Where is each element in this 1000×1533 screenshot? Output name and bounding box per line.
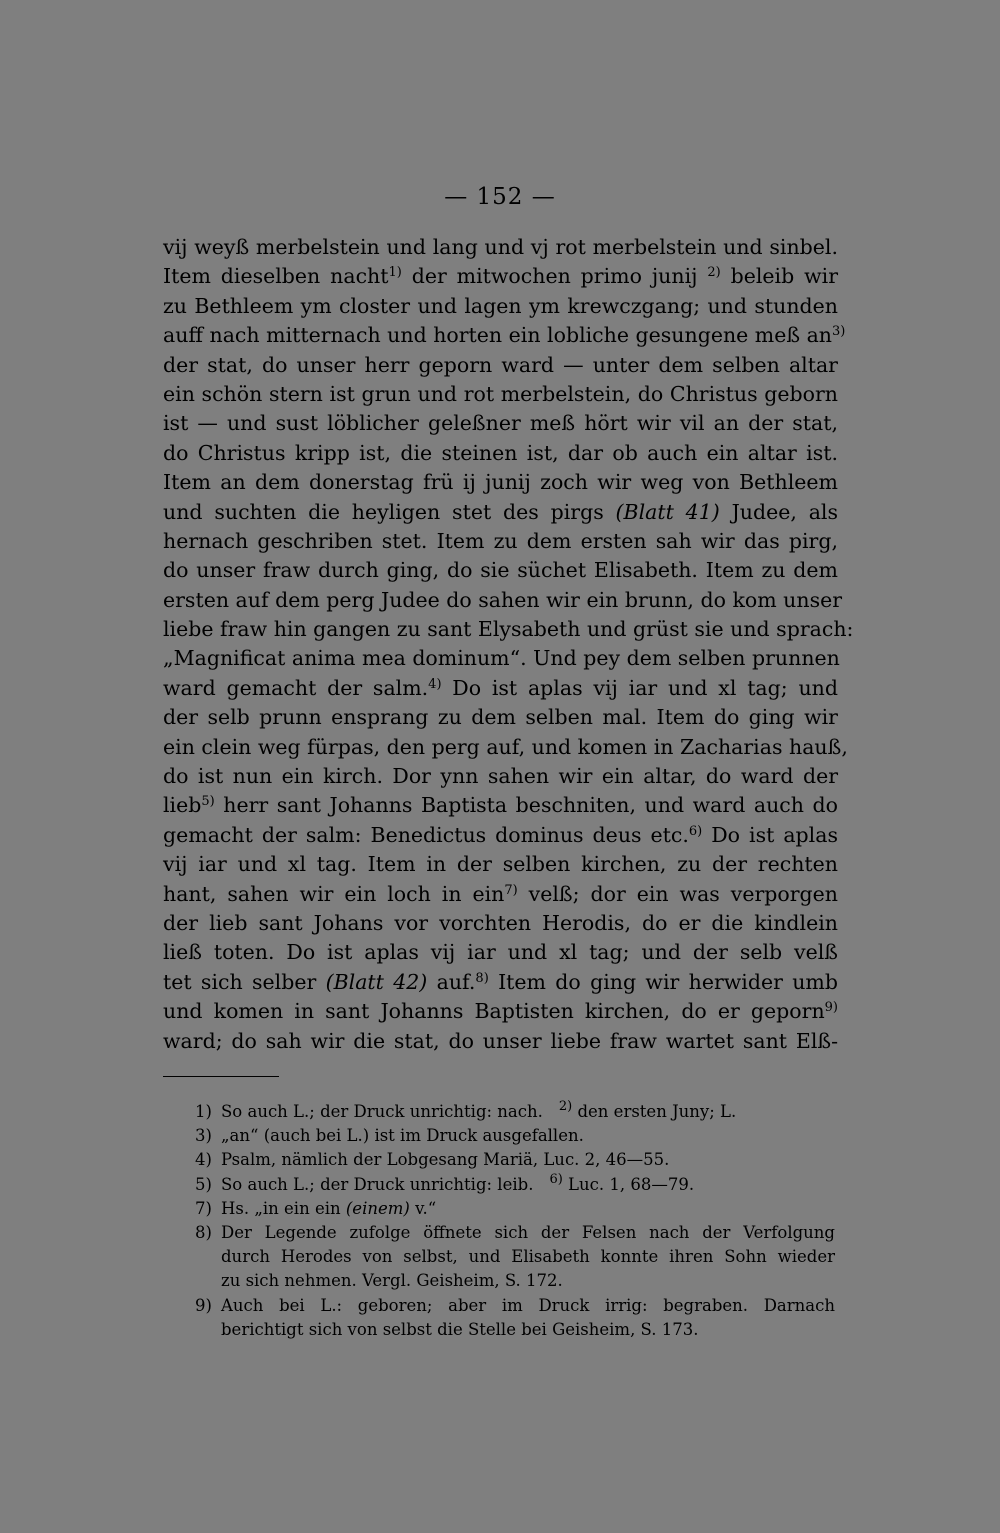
text-line — [163, 527, 838, 556]
text-line — [163, 968, 838, 997]
text-run: Judee, als — [719, 499, 838, 524]
text-line — [163, 409, 838, 438]
footnote-marker: 4) — [195, 1150, 212, 1170]
text-run: do ist nun ein kirch. Dor ynn sahen wir ein altar, do ward der — [163, 764, 838, 789]
text-line — [163, 938, 838, 967]
text-run: und suchten die heyligen stet des pirgs — [163, 499, 616, 524]
text-line — [163, 909, 838, 938]
text-run: velß; dor ein was verporgen — [517, 881, 838, 906]
footnote-line — [221, 1269, 835, 1293]
footnote — [195, 1124, 835, 1148]
text-line — [163, 1027, 838, 1056]
footnote — [195, 1197, 835, 1221]
text-line — [163, 762, 838, 791]
footnote-reference: 6) — [549, 1171, 563, 1187]
text-line — [163, 644, 838, 673]
footnote-reference: 7) — [504, 882, 518, 898]
text-run: ist — und sust löblicher geleßner meß hört wir vil an der stat, — [163, 411, 838, 436]
footnote-line — [221, 1100, 835, 1124]
text-run: ein clein weg fürpas, den perg auf, und komen in Zacharias hauß, — [163, 734, 848, 759]
text-run: zu sich nehmen. Vergl. Geisheim, S. 172. — [221, 1271, 563, 1291]
text-run: „an“ (auch bei L.) ist im Druck ausgefallen. — [221, 1126, 584, 1146]
text-line — [163, 821, 838, 850]
footnote-reference: 8) — [475, 970, 489, 986]
text-line — [163, 292, 838, 321]
text-line — [163, 791, 838, 820]
text-line — [163, 468, 838, 497]
footnote-reference: 5) — [201, 794, 215, 810]
text-line — [163, 586, 843, 615]
text-run: ward gemacht der salm. — [163, 675, 429, 700]
text-run: auff nach mitternach und horten ein lobliche gesungene meß an — [163, 323, 833, 348]
page-number: — 152 — — [444, 184, 556, 210]
footnotes — [195, 1100, 835, 1342]
text-run: Auch bei L.: geboren; aber im Druck irrig: begraben. Darnach — [221, 1295, 835, 1315]
footnote — [195, 1173, 835, 1197]
footnote-marker: 7) — [195, 1198, 212, 1218]
text-line — [163, 351, 838, 380]
text-run: „Magnificat anima mea dominum“. Und pey dem selben prunnen — [163, 646, 840, 671]
text-line — [163, 997, 838, 1026]
text-run: gemacht der salm: Benedictus dominus deus etc. — [163, 822, 689, 847]
text-run: lieb — [163, 793, 202, 818]
text-run: tet sich selber — [163, 969, 326, 994]
text-run: ließ toten. Do ist aplas vij iar und xl tag; und der selb velß — [163, 940, 838, 965]
text-run: v.“ — [409, 1198, 437, 1218]
text-run: zu Bethleem ym closter und lagen ym krewczgang; und stunden — [163, 293, 838, 318]
footnote-marker: 5) — [195, 1174, 212, 1194]
text-line — [163, 733, 848, 762]
footnote-reference: 6) — [688, 823, 703, 839]
footnote-marker: 3) — [195, 1126, 212, 1146]
text-run: der mitwochen primo junij — [401, 264, 708, 289]
text-run: Item do ging wir herwider umb — [488, 969, 838, 994]
text-line — [163, 850, 838, 879]
text-run: Luc. 1, 68—79. — [562, 1174, 695, 1194]
text-run: durch Herodes von selbst, und Elisabeth konnte ihren Sohn wieder — [221, 1247, 835, 1267]
footnote-line — [221, 1245, 835, 1269]
text-run: hernach geschriben stet. Item zu dem ersten sah wir das pirg, — [163, 528, 838, 553]
footnote-reference: 2) — [707, 265, 721, 281]
text-run: der lieb sant Johans vor vorchten Herodis, do er die kindlein — [163, 910, 838, 935]
footnote-line — [221, 1221, 835, 1245]
text-run: hant, sahen wir ein loch in ein — [163, 881, 505, 906]
main-text — [163, 233, 854, 1056]
text-run: auf. — [427, 969, 476, 994]
text-run: herr sant Johanns Baptista beschniten, und ward auch do — [214, 793, 838, 818]
footnote — [195, 1221, 835, 1294]
footnote-reference: 3) — [832, 324, 846, 340]
text-line — [163, 233, 838, 262]
text-run: Item an dem donerstag frü ij junij zoch wir weg von Bethleem — [163, 470, 838, 495]
text-run: der selb prunn ensprang zu dem selben mal. Item do ging wir — [163, 705, 838, 730]
text-run: Psalm, nämlich der Lobgesang Mariä, Luc. 2, 46—55. — [221, 1150, 670, 1170]
footnote-line — [221, 1294, 835, 1318]
text-run: berichtigt sich von selbst die Stelle bei Geisheim, S. 173. — [221, 1319, 699, 1339]
text-line — [163, 262, 838, 291]
footnote-line — [221, 1148, 835, 1172]
text-run: liebe fraw hin gangen zu sant Elysabeth und grüst sie und sprach: — [163, 617, 854, 642]
text-run: So auch L.; der Druck unrichtig: leib. — [221, 1174, 534, 1194]
footnote-marker: 9) — [195, 1295, 212, 1315]
text-run: ward; do sah wir die stat, do unser liebe fraw wartet sant Elß- — [163, 1028, 838, 1053]
footnote-line — [221, 1197, 835, 1221]
italic-text: (Blatt 42) — [325, 969, 428, 994]
footnote-reference: 2) — [558, 1099, 573, 1114]
footnote-line — [221, 1173, 835, 1197]
text-line — [163, 556, 838, 585]
text-line — [163, 880, 838, 909]
text-run: der stat, do unser herr geporn ward — unter dem selben altar — [163, 352, 838, 377]
text-run: Hs. „in ein ein — [221, 1198, 346, 1218]
footnote-reference: 1) — [388, 265, 402, 281]
italic-text: (Blatt 41) — [615, 499, 720, 524]
text-run: den ersten Juny; L. — [572, 1102, 737, 1121]
text-run: Do ist aplas vij iar und xl tag; und — [441, 675, 838, 700]
text-run: vij weyß merbelstein und lang und vj rot merbelstein und sinbel. — [163, 235, 838, 259]
text-run: do Christus kripp ist, die steinen ist, dar ob auch ein altar ist. — [163, 440, 838, 465]
footnote — [195, 1294, 835, 1342]
text-run: Der Legende zufolge öffnete sich der Felsen nach der Verfolgung — [221, 1222, 835, 1242]
text-run: und komen in sant Johanns Baptisten kirchen, do er geporn — [163, 999, 825, 1024]
footnote-marker: 1) — [195, 1102, 212, 1121]
text-run: do unser fraw durch ging, do sie süchet Elisabeth. Item zu dem — [163, 558, 838, 583]
footnote-reference: 4) — [428, 676, 442, 692]
footnote-marker: 8) — [195, 1222, 212, 1242]
text-run: beleib wir — [720, 264, 839, 289]
footnote — [195, 1100, 835, 1124]
italic-text: (einem) — [345, 1198, 410, 1218]
text-line — [163, 380, 838, 409]
text-run: Do ist aplas — [702, 822, 838, 847]
text-line — [163, 703, 838, 732]
text-line — [163, 615, 854, 644]
text-run: ersten auf dem perg Judee do sahen wir ein brunn, do kom unser — [163, 587, 843, 612]
footnote-separator — [163, 1076, 279, 1077]
text-line — [163, 498, 838, 527]
text-run: ein schön stern ist grun und rot merbelstein, do Christus geborn — [163, 381, 838, 406]
text-line — [163, 439, 838, 468]
text-run: vij iar und xl tag. Item in der selben kirchen, zu der rechten — [163, 852, 838, 877]
text-line — [163, 674, 838, 703]
footnote-reference: 9) — [824, 1000, 838, 1016]
text-run: Item dieselben nacht — [163, 264, 389, 289]
footnote-line — [221, 1318, 835, 1342]
text-line — [163, 321, 846, 350]
footnote-line — [221, 1124, 835, 1148]
footnote — [195, 1148, 835, 1172]
text-run: So auch L.; der Druck unrichtig: nach. — [221, 1102, 543, 1121]
